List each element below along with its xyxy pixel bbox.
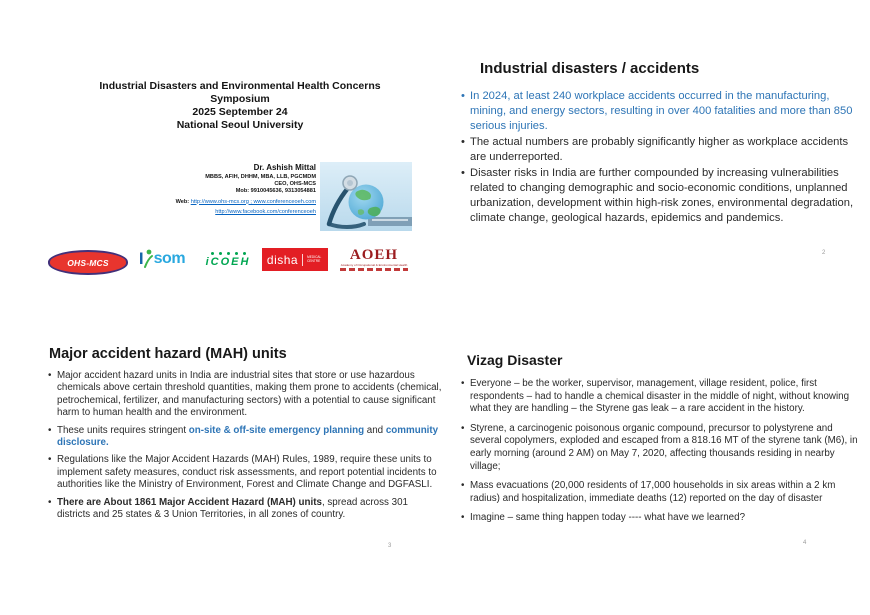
presenter-mobile: Mob: 9910045636, 9313054881 xyxy=(235,188,316,195)
slide3-bullet-4 xyxy=(48,497,442,522)
iosm-logo-i: I xyxy=(138,249,144,268)
slide2-bullet-list xyxy=(461,89,863,227)
presenter-block xyxy=(120,163,316,216)
slide3-bullet-1 xyxy=(48,370,442,420)
disha-logo-text: disha xyxy=(266,252,299,267)
slide3-bullet-4-seg1: There are About 1861 Major Accident Hazard (MAH) units xyxy=(57,496,322,508)
iosm-person-icon xyxy=(144,249,154,269)
slide4-bullet-1 xyxy=(461,378,863,416)
slide4-bullet-3-text: Mass evacuations (20,000 residents of 17,000 households in six areas within a 2 km radius) and hospitalization, immediate deaths (12) reported on the day of disaster xyxy=(470,480,836,504)
disha-logo-subtext: MEDICAL CENTRE xyxy=(307,254,322,263)
slide4-bullet-4 xyxy=(461,512,863,525)
slide2-title: Industrial disasters / accidents xyxy=(480,60,700,77)
slide4-bullet-1-text: Everyone – be the worker, supervisor, management, village resident, police, first respondents – had to handle a chemical disaster in the middle of night, without knowing what they are handling – the Styrene gas leak – a rare accident in the history. xyxy=(470,378,850,415)
icoeh-logo-text: iCOEH xyxy=(205,256,251,268)
aoeh-stripe-band xyxy=(340,268,408,271)
title-line-2: Symposium xyxy=(210,93,270,105)
slide4-bullet-2 xyxy=(461,423,863,473)
ohs-mcs-logo xyxy=(48,250,128,275)
presenter-credentials: MBBS, AFIH, DHHM, MBA, LLB, PGCMDM xyxy=(205,174,316,180)
slide3-bullet-3-text: Regulations like the Major Accident Hazards (MAH) Rules, 1989, require these units to implement safety measures, conduct risk assessments, and report potential incidents to authorities like the Ministry of Environment, Forest and Climate Change and DGFASLI. xyxy=(57,454,437,491)
disha-divider xyxy=(302,254,303,266)
globe-stethoscope-photo xyxy=(320,162,412,231)
title-line-3: 2025 September 24 xyxy=(192,106,288,118)
globe-stethoscope-image xyxy=(320,162,412,231)
slide2-page-number: 2 xyxy=(822,250,826,256)
title-line-4: National Seoul University xyxy=(176,119,304,131)
presenter-web-line xyxy=(120,199,316,206)
aoeh-logo-text: AOEH xyxy=(349,247,399,263)
slide4-page-number: 4 xyxy=(803,540,807,546)
slide4-bullet-list xyxy=(461,378,863,532)
presenter-role: CEO, OHS-MCS xyxy=(274,181,316,188)
slide2-bullet-2-text: The actual numbers are probably significantly higher as workplace accidents are underreported. xyxy=(470,136,849,163)
slide2-bullet-3-text: Disaster risks in India are further compounded by increasing vulnerabilities related to changing demographic and socio-economic conditions, unplanned urbanization, development within high-risk zones, environmental degradation, climate change, geological hazards, epidemics and pandemics. xyxy=(470,167,854,224)
slide3-bullet-3 xyxy=(48,454,442,491)
web-label: Web: xyxy=(175,198,191,205)
slide4-bullet-2-text: Styrene, a carcinogenic poisonous organic compound, precursor to polystyrene and several copolymers, exploded and escaped from a 818.16 MT of the styrene tank (M6), in early morning (around 2 AM) on May 7, 2020, affecting thousands residing in nearby village; xyxy=(470,422,858,472)
slide3-bullet-2 xyxy=(48,425,442,450)
disha-logo xyxy=(262,248,328,271)
slide3-bullet-4-seg2: , spread across 301 districts and 25 states & 3 Union Territories, in all zones of country. xyxy=(57,496,408,521)
icoeh-dots-icon xyxy=(211,252,246,255)
ohs-mcs-logo-text: OHS-MCS xyxy=(67,257,109,268)
slide3-page-number: 3 xyxy=(388,543,392,549)
icoeh-logo xyxy=(198,248,258,272)
slide2-bullet-2 xyxy=(461,135,863,165)
iosm-logo xyxy=(128,246,196,272)
iosm-logo-rest: som xyxy=(153,250,186,267)
web-links[interactable]: http://www.ohs-mcs.org ; www.conferenceoeh.com xyxy=(190,198,316,205)
title-line-1: Industrial Disasters and Environmental Health Concerns xyxy=(99,80,381,92)
slide4-title: Vizag Disaster xyxy=(467,352,563,368)
slide2-bullet-3 xyxy=(461,166,863,226)
symposium-title xyxy=(40,80,440,132)
slide3-bullet-1-text: Major accident hazard units in India are industrial sites that store or use hazardous chemicals above certain threshold quantities, making them prone to accidents (chemical, petrochemical, fertilizer, and manufacturing sectors) with a potential to cause significant harm to human health and the environment. xyxy=(57,370,442,419)
presenter-name: Dr. Ashish Mittal xyxy=(253,163,316,172)
slide3-bullet-2-seg3: and xyxy=(364,424,386,436)
slide3-bullet-2-seg1: These units requires stringent xyxy=(57,424,189,436)
aoeh-logo xyxy=(338,246,410,273)
slide2-bullet-1 xyxy=(461,89,863,134)
aoeh-logo-subtext: Academy of Occupational & Environmental Health xyxy=(340,263,408,267)
slide3-bullet-2-seg4: community disclosure. xyxy=(57,424,439,449)
slide3-bullet-list xyxy=(48,370,442,526)
slide3-title: Major accident hazard (MAH) units xyxy=(49,346,287,362)
facebook-link[interactable]: http://www.facebook.com/conferenceoeh xyxy=(215,208,316,215)
slide4-bullet-4-text: Imagine – same thing happen today ---- what have we learned? xyxy=(470,512,746,524)
slide2-bullet-1-text: In 2024, at least 240 workplace accidents occurred in the manufacturing, mining, and energy sectors, resulting in over 400 fatalities and more than 850 serious injuries. xyxy=(470,90,853,132)
logo-row xyxy=(46,244,412,274)
slide4-bullet-3 xyxy=(461,480,863,505)
presenter-facebook-line xyxy=(120,209,316,216)
slide3-bullet-2-seg2: on-site & off-site emergency planning xyxy=(188,424,365,436)
